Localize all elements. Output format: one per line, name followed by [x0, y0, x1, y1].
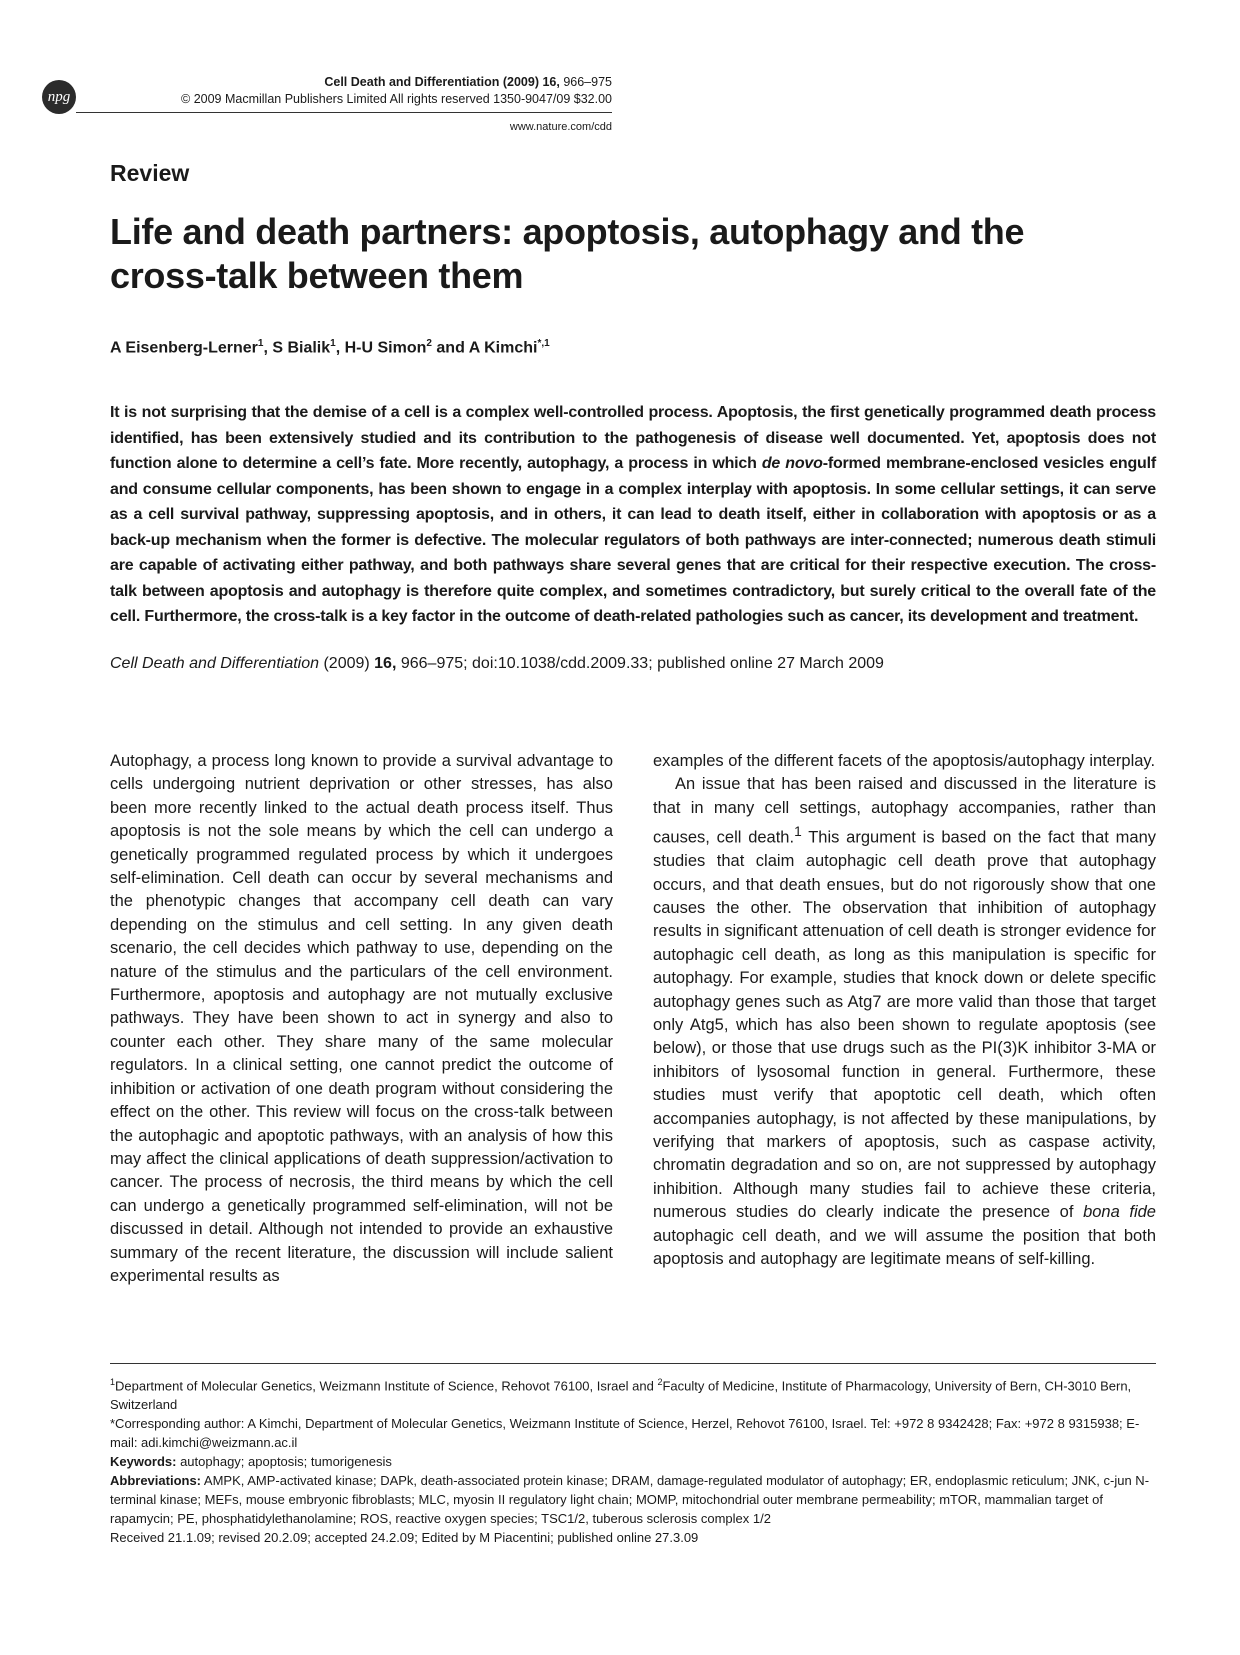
logo-text: npg — [47, 88, 71, 105]
affiliation-text: Faculty of Medicine, Institute of Pharmacology, University of Bern, CH-3010 Bern, Switzerland — [110, 1378, 1132, 1413]
citation-journal: Cell Death and Differentiation — [110, 655, 320, 672]
abstract — [110, 400, 1156, 630]
author-name: A Eisenberg-Lerner — [110, 339, 258, 357]
footnotes — [110, 1373, 1156, 1547]
citation-year: (2009) — [319, 655, 375, 672]
affiliation-number: 2 — [657, 1377, 663, 1387]
author-name: A Kimchi — [468, 339, 538, 357]
body-column-right — [653, 750, 1156, 1271]
author-affiliation: 1 — [330, 338, 336, 349]
affiliation-text: Department of Molecular Genetics, Weizmann Institute of Science, Rehovot 76100, Israel and — [115, 1378, 658, 1394]
journal-pages: 966–975 — [563, 75, 612, 89]
affiliations — [110, 1373, 1156, 1414]
body-paragraph: examples of the different facets of the apoptosis/autophagy interplay. — [653, 752, 1156, 770]
keywords-label: Keywords: — [110, 1454, 177, 1470]
received-dates: Received 21.1.09; revised 20.2.09; accepted 24.2.09; Edited by M Piacentini; published online 27.3.09 — [110, 1530, 699, 1546]
abbreviations-text: AMPK, AMP-activated kinase; DAPk, death-associated protein kinase; DRAM, damage-regulated modulator of autophagy; ER, endoplasmic reticulum; JNK, c-jun N-terminal kinase; MEFs, mouse embryonic fibroblasts; MLC, myosin II regulatory light chain; MOMP, mitochondrial outer membrane permeability; mTOR, mammalian target of rapamycin; PE, phosphatidylethanolamine; ROS, reactive oxygen species; TSC1/2, tuberous sclerosis complex 1/2 — [110, 1473, 1150, 1527]
author-affiliation: 2 — [426, 338, 432, 349]
keywords-text: autophagy; apoptosis; tumorigenesis — [176, 1454, 392, 1470]
author-list: A Eisenberg-Lerner$^1$, S Bialik$^1$, H-U Simon$^2$ and A Kimchi$^{*,1}$ — [110, 338, 550, 357]
author-name: S Bialik — [272, 339, 331, 357]
article-title: Life and death partners: apoptosis, autophagy and the cross-talk between them — [110, 211, 1025, 296]
footnote-rule — [110, 1363, 1156, 1364]
section-label: Review — [110, 160, 190, 186]
citation-details: 966–975; doi:10.1038/cdd.2009.33; published online 27 March 2009 — [396, 655, 884, 672]
abstract-emphasis: de novo — [761, 455, 823, 472]
body-column-left — [110, 750, 613, 1288]
author-affiliation: *,1 — [537, 338, 550, 349]
abbreviations-label: Abbreviations: — [110, 1473, 202, 1489]
body-text: autophagic cell death, and we will assume the position that both apoptosis and autophagy are legitimate means of self-killing. — [653, 1226, 1156, 1269]
affiliation-number: 1 — [110, 1377, 116, 1387]
abstract-text: It is not surprising that the demise of a cell is a complex well-controlled process. Apoptosis, the first genetically programmed death process identified, has been extensively studied and its contribution to the pathogenesis of disease well documented. Yet, apoptosis does not function alone to determine a cell’s fate. More recently, autophagy, a process in which — [110, 404, 1156, 472]
reference-marker[interactable]: 1 — [794, 824, 802, 840]
abstract-text: -formed membrane-enclosed vesicles engulf and consume cellular components, has been shown to engage in a complex interplay with apoptosis. In some cellular settings, it can serve as a cell survival pathway, suppressing apoptosis, and in others, it can lead to death itself, either in collaboration with apoptosis or as a back-up mechanism when the former is defective. The molecular regulators of both pathways are inter-connected; numerous death stimuli are capable of activating either pathway, and both pathways share several genes that are critical for their respective execution. The cross-talk between apoptosis and autophagy is therefore quite complex, and sometimes contradictory, but surely critical to the overall fate of the cell. Furthermore, the cross-talk is a key factor in the outcome of death-related pathologies such as cancer, its development and treatment. — [110, 455, 1156, 625]
citation-volume: 16, — [374, 655, 397, 672]
copyright-line: © 2009 Macmillan Publishers Limited All rights reserved 1350-9047/09 $32.00 — [181, 92, 612, 106]
body-text: This argument is based on the fact that many studies that claim autophagic cell death prove that autophagy occurs, and that death ensues, but do not rigorously show that one causes the other. The observation that inhibition of autophagy results in significant attenuation of cell death is stronger evidence for autophagic cell death, as long as this manipulation is specific for autophagy. For example, studies that knock down or delete specific autophagy genes such as Atg7 are more valid than those that target only Atg5, which has also been shown to regulate apoptosis (see below), or those that use drugs such as the PI(3)K inhibitor 3-MA or inhibitors of lysosomal function in general. Furthermore, these studies must verify that apoptotic cell death, which often accompanies autophagy, is not affected by these manipulations, by verifying that markers of apoptosis, such as caspase activity, chromatin degradation and so on, are not suppressed by autophagy inhibition. Although many studies fail to achieve these criteria, numerous studies do clearly indicate the presence of — [653, 828, 1157, 1222]
abbreviations — [110, 1471, 1156, 1528]
body-paragraph — [653, 773, 1156, 1271]
journal-name: Cell Death and Differentiation (2009) 16, — [324, 75, 560, 89]
author-name: H-U Simon — [344, 339, 427, 357]
journal-url[interactable]: www.nature.com/cdd — [509, 121, 612, 133]
body-text: An issue that has been raised and discussed in the literature is that in many cell settings, autophagy accompanies, rather than causes, cell death. — [653, 775, 1156, 847]
author-affiliation: 1 — [257, 338, 264, 349]
body-emphasis: bona fide — [1083, 1203, 1156, 1222]
journal-header — [108, 74, 612, 90]
header-rule — [76, 112, 612, 113]
publisher-logo — [42, 80, 76, 114]
keywords — [110, 1452, 1156, 1471]
corresponding-author: *Corresponding author: A Kimchi, Department of Molecular Genetics, Weizmann Institute of Science, Herzel, Rehovot 76100, Israel. Tel: +972 8 9342428; Fax: +972 8 9315938; E-mail: adi.kimchi@weizmann.ac.il — [110, 1416, 1140, 1451]
citation-line — [110, 652, 1156, 676]
body-paragraph: Autophagy, a process long known to provide a survival advantage to cells undergoing nutrient deprivation or other stresses, has also been more recently linked to the actual death process itself. Thus apoptosis is not the sole means by which the cell can undergo a genetically programmed regulated process by which it undergoes self-elimination. Cell death can occur by several mechanisms and the phenotypic changes that accompany cell death can vary depending on the stimulus and cell setting. In any given death scenario, the cell decides which pathway to use, depending on the nature of the stimulus and the particulars of the cell environment. Furthermore, apoptosis and autophagy are not mutually exclusive pathways. They have been shown to act in synergy and also to counter each other. They share many of the same molecular regulators. In a clinical setting, one cannot predict the outcome of inhibition or activation of one death program without considering the effect on the other. This review will focus on the cross-talk between the autophagic and apoptotic pathways, with an analysis of how this may affect the clinical applications of death suppression/activation to cancer. The process of necrosis, the third means by which the cell can undergo a genetically programmed self-elimination, will not be discussed in detail. Although not intended to provide an exhaustive summary of the recent literature, the discussion will include salient experimental results as — [110, 752, 613, 1285]
